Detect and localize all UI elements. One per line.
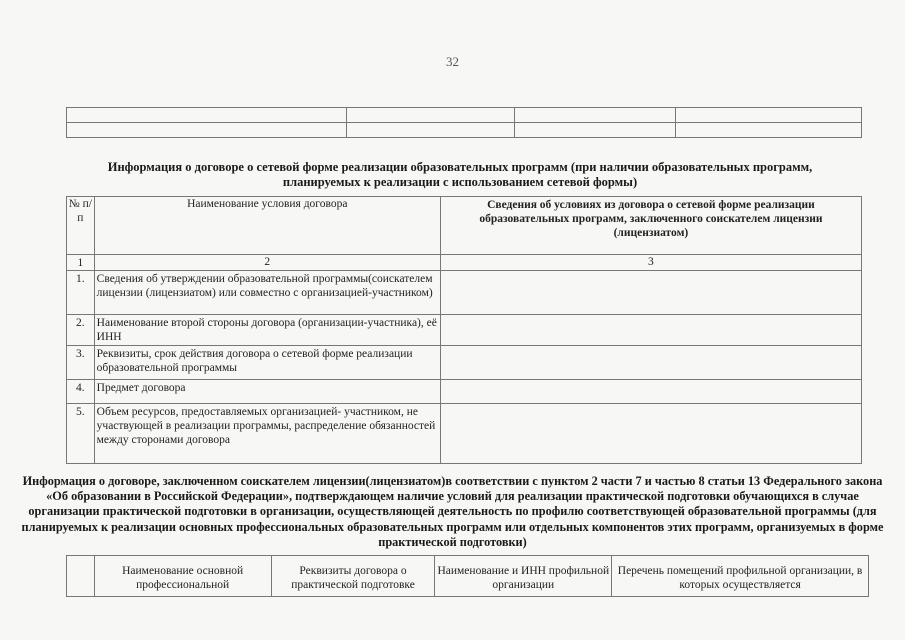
row-info [440, 271, 861, 315]
header-num: № п/п [67, 197, 95, 255]
table-row [67, 315, 862, 346]
table-cell [346, 123, 514, 138]
header-premises-list: Перечень помещений профильной организации, в которых осуществляется [612, 556, 869, 597]
row-number: 4. [67, 380, 95, 404]
table-row [67, 380, 862, 404]
table-cell [67, 123, 347, 138]
header-condition: Наименование условия договора [94, 197, 440, 255]
page-number: 32 [446, 54, 459, 69]
previous-table-continuation [66, 107, 862, 138]
header-info: Сведения об условиях из договора о сетевой форме реализации образовательных программ, заключенного соискателем лицензии (лицензиатом) [440, 197, 861, 255]
row-number: 2. [67, 315, 95, 346]
header-program-name: Наименование основной профессиональной [94, 556, 271, 597]
row-number: 3. [67, 346, 95, 380]
row-number: 5. [67, 404, 95, 464]
row-condition: Наименование второй стороны договора (организации-участника), её ИНН [94, 315, 440, 346]
row-condition: Реквизиты, срок действия договора о сетевой форме реализации образовательной программы [94, 346, 440, 380]
table-cell [67, 108, 347, 123]
header-empty [67, 556, 95, 597]
table-row [67, 346, 862, 380]
table-row [67, 404, 862, 464]
network-form-table [66, 196, 862, 464]
practical-training-heading: Информация о договоре, заключенном соискателем лицензии(лицензиатом)в соответствии с пунктом 2 части 7 и частью 8 статьи 13 Федерального закона «Об образовании в Российской Федерации», подтверждающем наличие условий для реализации практической подготовки обучающихся в случае организации практической подготовки в организации, осуществляющей деятельность по профилю соответствующей образовательной программы (для планируемых к реализации основных профессиональных образовательных программ или отдельных компонентов этих программ, организуемых в форме практической подготовки) [21, 474, 884, 549]
row-condition: Сведения об утверждении образовательной программы(соискателем лицензии (лицензиатом) или совместно с организацией-участником) [94, 271, 440, 315]
row-number: 1. [67, 271, 95, 315]
table-cell [515, 108, 675, 123]
column-number: 1 [67, 255, 95, 271]
column-number: 3 [440, 255, 861, 271]
table-cell [675, 108, 861, 123]
practical-training-table [66, 555, 869, 597]
row-info [440, 346, 861, 380]
table-cell [346, 108, 514, 123]
table-cell [675, 123, 861, 138]
row-info [440, 315, 861, 346]
network-form-heading: Информация о договоре о сетевой форме реализации образовательных программ (при наличии образовательных программ, планируемых к реализации с использованием сетевой формы) [107, 160, 813, 189]
header-organization-name: Наименование и ИНН профильной организации [435, 556, 612, 597]
row-info [440, 404, 861, 464]
row-condition: Объем ресурсов, предоставляемых организацией- участником, не участвующей в реализации программы, распределение обязанностей между сторонами договора [94, 404, 440, 464]
row-condition: Предмет договора [94, 380, 440, 404]
column-number: 2 [94, 255, 440, 271]
table-row [67, 271, 862, 315]
header-contract-details: Реквизиты договора о практической подготовке [271, 556, 435, 597]
row-info [440, 380, 861, 404]
table-cell [515, 123, 675, 138]
